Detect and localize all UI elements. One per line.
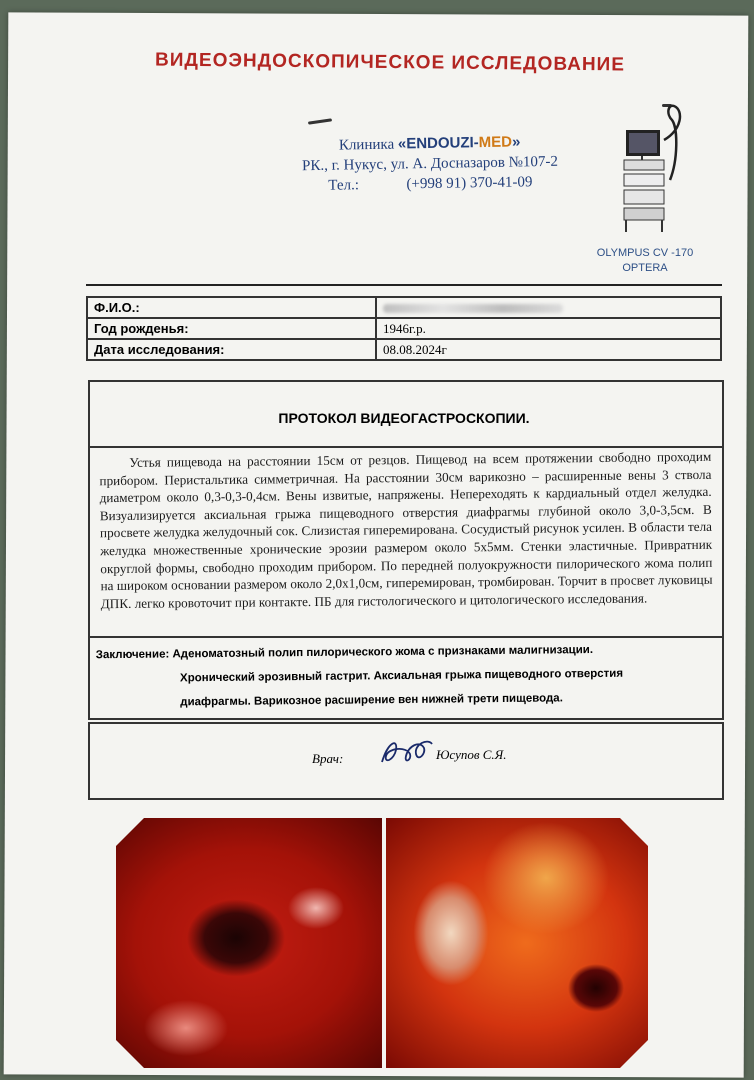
- fio-value-redacted: [376, 297, 721, 318]
- equipment-model: OLYMPUS CV -170 OPTERA: [596, 247, 694, 274]
- patient-info-table: [86, 296, 722, 361]
- protocol-text: Устья пищевода на расстоянии 15см от резцов. Пищевод на всем протяжении свободно проходим прибором. Перистальтика симметричная. На расстоянии 30см варикозно – расширенные вены 3 ствола диаметром около 0,3-0,3-0,4см. Вены извитые, напряжены. Непереходять к кардиальный отдел желудка. Визуализируется аксиальная грыжа пищеводного отверстия диафрагмы глубиной около 3,0-3,5см. В просвете желудка желудочный сок. Слизистая гиперемирована. Сосудистый рисунок усилен. В области тела желудка множественные хронические эрозии размером около 5х5мм. Стенки эластичные. Привратник округлой формы, свободно проходим прибором. По передней полуокружности пилорического жома полип на широком основании размером около 2,0х1,0см, гиперемирован, тромбирован. Торчит в просвет луковицы ДПК. легко кровоточит при контакте. ПБ для гистологического и цитологического исследования.: [99, 448, 713, 611]
- endoscope-tower-icon: [612, 100, 692, 240]
- date-label: Дата исследования:: [87, 339, 376, 360]
- fio-label: Ф.И.О.:: [87, 297, 376, 318]
- report-title: ВИДЕОЭНДОСКОПИЧЕСКОЕ ИССЛЕДОВАНИЕ: [154, 49, 626, 76]
- clinic-phone: Тел.: (+998 91) 370-41-09: [328, 174, 533, 194]
- date-value: 08.08.2024г: [376, 339, 721, 360]
- conclusion-line-3: диафрагмы. Варикозное расширение вен нижней трети пищевода.: [180, 692, 563, 709]
- fio-row: [87, 297, 721, 318]
- birth-value: 1946г.р.: [376, 318, 721, 339]
- doctor-label: Врач:: [312, 751, 344, 766]
- header-divider: [86, 284, 722, 286]
- endoscopy-image-esophagus: [116, 818, 382, 1068]
- clinic-info: [270, 131, 591, 197]
- conclusion: [96, 637, 713, 715]
- conclusion-label: Заключение:: [95, 648, 170, 662]
- clinic-name: Клиника «ENDOUZI-MED»: [338, 133, 521, 154]
- clinic-address: РК., г. Нукус, ул. А. Досназаров №107-2: [301, 153, 559, 175]
- endoscopy-image-pylorus: [386, 818, 648, 1068]
- doctor-signature-icon: [376, 732, 436, 772]
- protocol-title: ПРОТОКОЛ ВИДЕОГАСТРОСКОПИИ.: [278, 410, 530, 426]
- date-row: [87, 339, 721, 360]
- birth-label: Год рожденья:: [87, 318, 376, 339]
- conclusion-line-2: Хронический эрозивный гастрит. Аксиальная грыжа пищеводного отверстия: [179, 667, 624, 685]
- birth-row: [87, 318, 721, 339]
- doctor-name: Юсупов С.Я.: [436, 747, 507, 762]
- conclusion-line-1: Аденоматозный полип пилорического жома с признаками малигнизации.: [172, 644, 594, 661]
